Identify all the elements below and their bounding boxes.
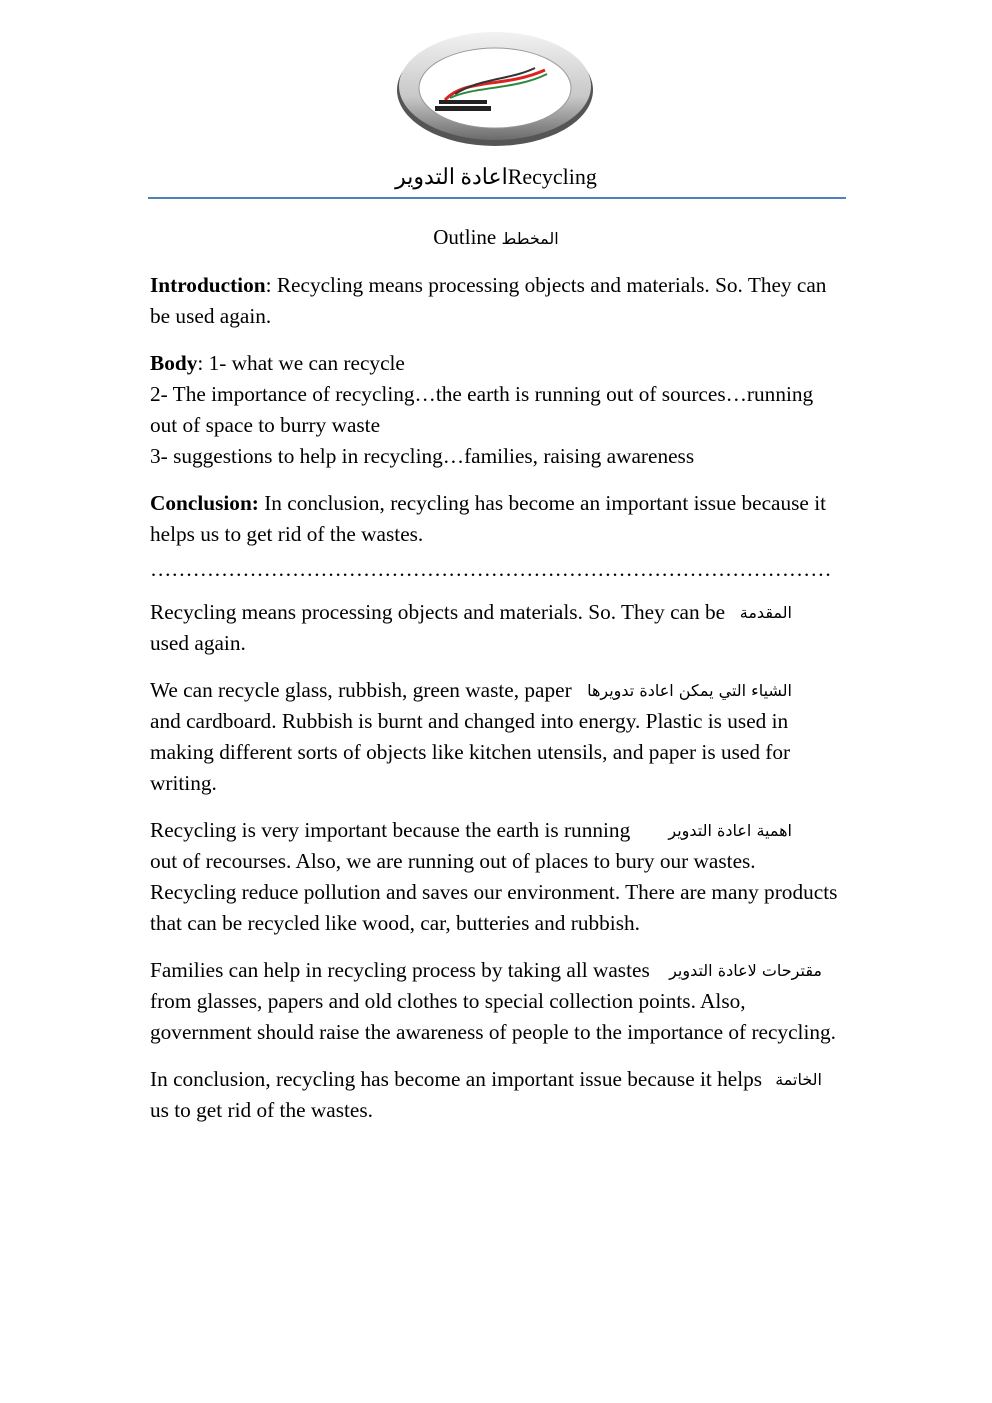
essay-paragraph-importance: اهمية اعادة التدوير Recycling is very important because the earth is running out of recourses. Also, we are running out of places to bury our wastes. Recycling reduce pollution and saves our environment. There are many products that can be recycled like wood, car, butteries and rubbish. [150,818,838,935]
document-title: اعادة التدويرRecycling [395,164,597,189]
title-divider [148,197,846,199]
document-body [150,270,842,1142]
outline-conclusion: Conclusion: In conclusion, recycling has become an important issue because it helps us to get rid of the wastes. [150,491,827,546]
outline-introduction: Introduction: Recycling means processing objects and materials. So. They can be used again. [150,273,827,328]
essay-paragraph-suggestions: مقترحات لاعادة التدوير Families can help in recycling process by taking all wastes from glasses, papers and old clothes to special collection points. Also, government should raise the awareness of people to the importance of recycling. [150,958,836,1044]
dotted-separator: …………………………………………………………………………………… [150,557,832,581]
outline-heading: Outline المخطط [433,225,559,249]
outline-body: Body: 1- what we can recycle 2- The importance of recycling…the earth is running out of sources…running out of space to burry waste 3- suggestions to help in recycling…families, raising awareness [150,351,814,468]
essay-paragraph-what-to-recycle: الشياء التي يمكن اعادة تدويرها We can recycle glass, rubbish, green waste, paper and cardboard. Rubbish is burnt and changed into energy. Plastic is used in making different sorts of objects like kitchen utensils, and paper is used for writing. [150,678,792,795]
essay-paragraph-conclusion: الخاتمة In conclusion, recycling has become an important issue because it helps us to get rid of the wastes. [150,1067,822,1122]
school-logo [395,28,595,148]
essay-paragraph-introduction: المقدمة Recycling means processing objects and materials. So. They can be used again. [150,600,792,655]
